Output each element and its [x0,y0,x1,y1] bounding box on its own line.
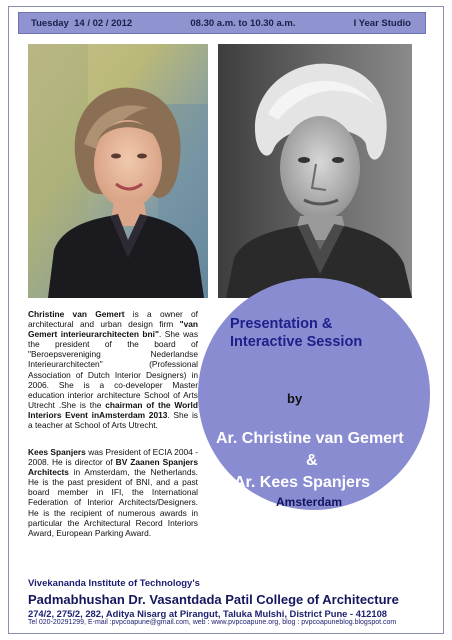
by-label: by [287,391,303,406]
bio-christine-text2: . She was the president of the board of "Beroepsvereniging Nederlandse Interieurarchitecten" (Professional Association of Dutch Interior Designers) in 2006. She is a co-developer Master education interior architecture School of Arts Utrecht .She is the [28,329,199,410]
speaker-1-name: Ar. Christine van Gemert [216,430,404,447]
session-title-line1: Presentation & [230,316,333,332]
college-name: Padmabhushan Dr. Vasantdada Patil College of Architecture [28,592,399,607]
event-audience: I Year Studio [353,17,411,29]
bio-christine-role: chairman of the World Interiors Event inAmsterdam 2013 [28,399,198,420]
portrait-christine-van-gemert [28,44,208,298]
institute-name: Vivekananda Institute of Technology's [28,578,200,589]
bio-kees-text1: was President of ECIA 2004 - 2008. He is director of [28,447,198,468]
portrait-kees-spanjers [218,44,412,298]
bio-christine-text3: . She is a teacher at School of Arts Utrecht. [28,409,198,431]
speaker-2-name: Ar. Kees Spanjers [234,474,371,491]
bio-kees-firm: BV Zaanen Spanjers Architects [28,457,198,478]
speaker-ampersand: & [306,452,318,469]
college-contact: Tel 020-20291299, E-mail :pvpcoapune@gmail.com, web : www.pvpcoapune.org, blog : pvpcoapuneblog.blogspot.com [28,619,397,626]
bio-christine-text1: is a owner of architectural and urban design firm [28,309,198,330]
bio-kees-text2: in Amsterdam, the Netherlands. He is the past president of BNI, and a past board member in IFI, the International Federation of Interior Architects/Designers. He is the recipient of numerous awards in particular the Architectural Record Interiors Award, European Parking Award. [28,467,198,538]
bio-christine-name: Christine van Gemert [28,309,125,319]
speaker-city: Amsterdam [276,495,343,509]
event-time: 08.30 a.m. to 10.30 a.m. [190,17,296,29]
college-address: 274/2, 275/2, 282, Aditya Nisarg at Pirangut, Taluka Mulshi, District Pune - 412108 [28,608,387,619]
session-title-line2: Interactive Session [230,334,363,350]
bio-kees [28,447,198,538]
event-date: Tuesday 14 / 02 / 2012 [31,17,133,29]
bio-kees-name: Kees Spanjers [28,447,86,457]
bio-christine-firm: "van Gemert interieurarchitecten bni" [28,319,198,340]
bio-christine [28,309,198,430]
event-info-bar [18,12,426,34]
